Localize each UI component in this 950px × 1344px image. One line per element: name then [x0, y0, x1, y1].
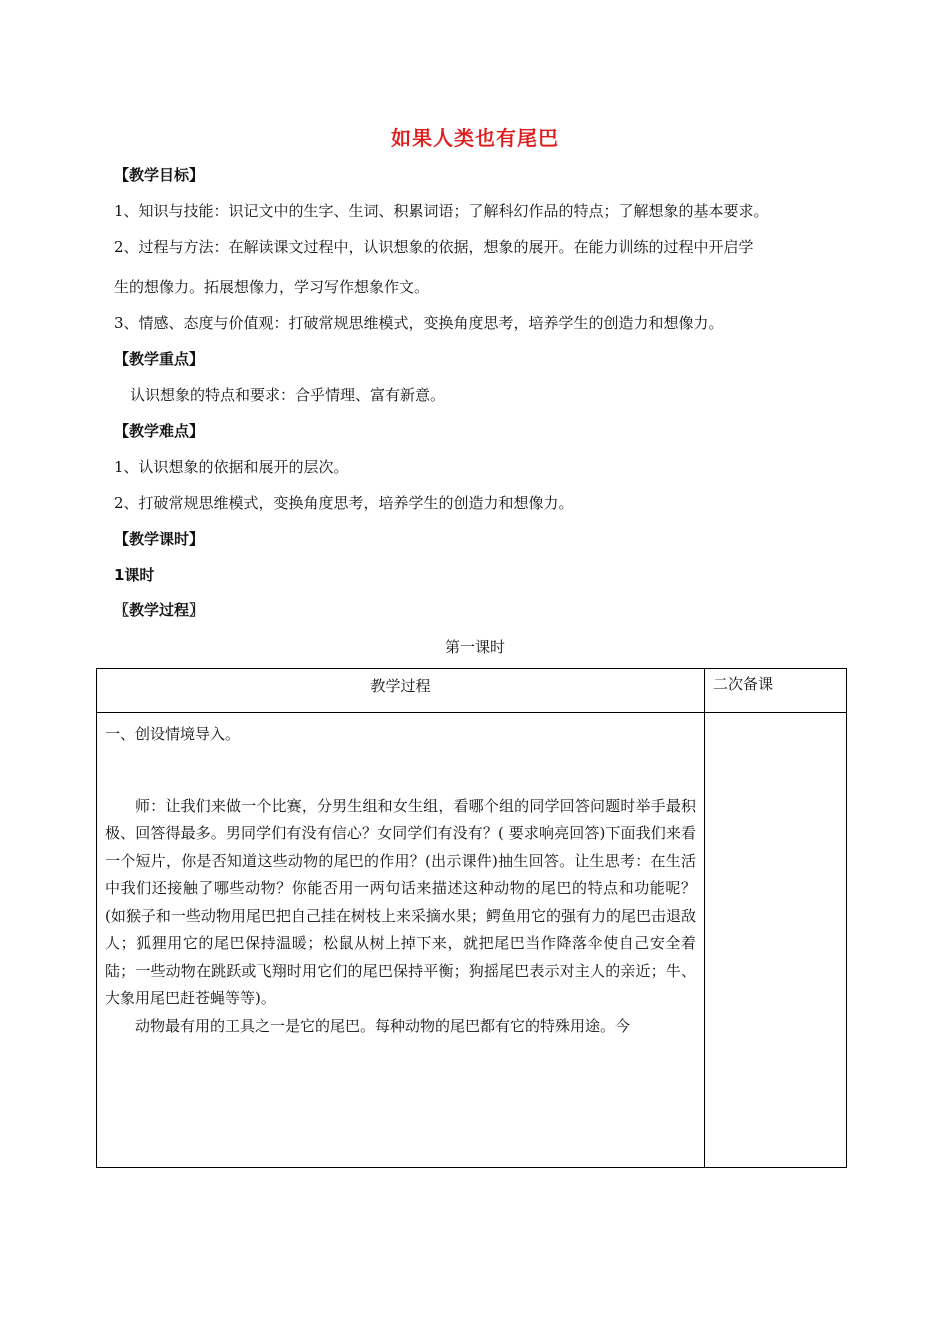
- hours-text: 1课时: [114, 566, 155, 584]
- paragraph-1: 师：让我们来做一个比赛，分男生组和女生组，看哪个组的同学回答问题时举手最积极、回答得最多。男同学们有没有信心？女同学们有没有？( 要求响亮回答)下面我们来看一个短片，你是否知道这些动物的尾巴的作用？(出示课件)抽生回答。让生思考：在生活中我们还接触了哪些动物？你能否用一两句话来描述这种动物的尾巴的特点和功能呢？ (如猴子和一些动物用尾巴把自己挂在树枝上来采摘水果；鳄鱼用它的强有力的尾巴击退敌人；狐狸用它的尾巴保持温暖；松鼠从树上掉下来，就把尾巴当作降落伞使自己安全着陆；一些动物在跳跃或飞翔时用它们的尾巴保持平衡；狗摇尾巴表示对主人的亲近；牛、大象用尾巴赶苍蝇等等)。: [105, 796, 696, 1007]
- difficulty-line-1: 1、认识想象的依据和展开的层次。: [114, 458, 349, 476]
- paragraph-2: 动物最有用的工具之一是它的尾巴。每种动物的尾巴都有它的特殊用途。今: [135, 1016, 631, 1035]
- table-body-row: [97, 713, 847, 1168]
- header-second-preparation: 二次备课: [705, 669, 847, 713]
- process-heading: 〖教学过程〗: [114, 601, 205, 619]
- second-preparation-cell: [705, 713, 847, 1168]
- document-title: 如果人类也有尾巴: [391, 126, 559, 150]
- objective-line-2: 2、过程与方法：在解读课文过程中，认识想象的依据，想象的展开。在能力训练的过程中开启学: [114, 238, 754, 256]
- objective-line-1: 1、知识与技能：识记文中的生字、生词、积累词语；了解科幻作品的特点；了解想象的基本要求。: [114, 202, 769, 220]
- objective-line-3: 生的想像力。拓展想像力，学习写作想象作文。: [114, 278, 430, 296]
- key-points-heading: 【教学重点】: [114, 350, 205, 368]
- step-1-heading: 一、创设情境导入。: [105, 725, 241, 743]
- difficulty-line-2: 2、打破常规思维模式，变换角度思考，培养学生的创造力和想像力。: [114, 494, 574, 512]
- teaching-process-cell: [97, 713, 705, 1168]
- hours-heading: 【教学课时】: [114, 530, 205, 548]
- key-points-text: 认识想象的特点和要求：合乎情理、富有新意。: [130, 386, 446, 404]
- objectives-heading: 【教学目标】: [114, 166, 205, 184]
- teaching-process-table: [96, 668, 847, 1168]
- header-teaching-process: 教学过程: [97, 669, 705, 713]
- lesson-label: 第一课时: [444, 638, 505, 656]
- objective-line-4: 3、情感、态度与价值观：打破常规思维模式，变换角度思考，培养学生的创造力和想像力。: [114, 314, 724, 332]
- table-header-row: [97, 669, 847, 713]
- difficulties-heading: 【教学难点】: [114, 422, 205, 440]
